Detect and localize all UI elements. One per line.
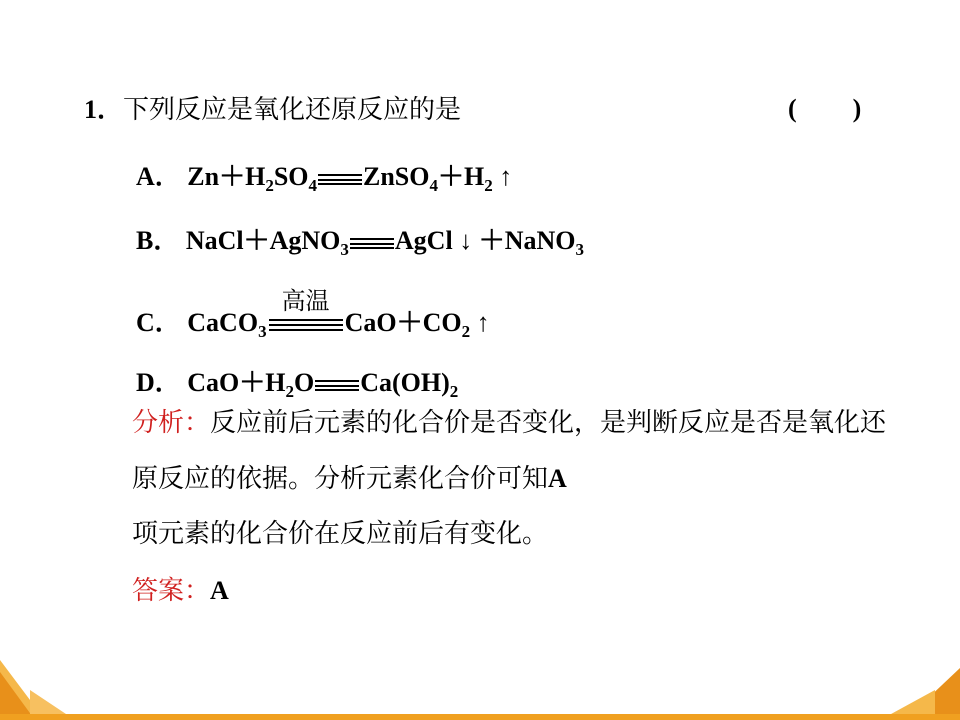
equals-sign <box>350 238 394 248</box>
answer-label: 答案： <box>132 576 211 606</box>
right-triangle-decoration <box>905 668 960 720</box>
option-d: D． $CaO+H_2O$ $Ca(OH)_2$ <box>136 368 459 401</box>
option-b: B． NaCl＋AgNO$_3$ AgCl ↓ ＋NaNO$_3$ <box>136 226 584 259</box>
option-c: C． CaCO$_3$ 高温 $CaO+CO_2$ ↑ <box>136 287 490 341</box>
analysis-text: 反应前后元素的化合价是否变化，是判断反应是否是氧化还原反应的依据。分析元素化合价可知 <box>132 408 887 494</box>
left-triangle-decoration <box>0 660 45 720</box>
question-text: 下列反应是氧化还原反应的是 <box>123 95 462 125</box>
equals-sign <box>318 174 362 184</box>
answer-blank: ( ) <box>788 94 862 123</box>
question <box>84 90 884 130</box>
precipitate-arrow-icon: ↓ <box>459 226 473 255</box>
footer-line <box>0 714 960 720</box>
question-number: 1． <box>84 95 124 124</box>
gas-arrow-icon: ↑ <box>499 162 513 191</box>
equals-sign <box>315 380 359 390</box>
option-a: A． $Zn+H_2SO_4$ $ZnSO_4+H_2$ ↑ <box>136 162 513 195</box>
answer <box>132 570 229 607</box>
gas-arrow-icon: ↑ <box>476 308 490 337</box>
analysis-label: 分析： <box>132 408 211 438</box>
analysis: 分析：反应前后元素的化合价是否变化，是判断反应是否是氧化还原反应的依据。分析元素化合价可知A 项元素的化合价在反应前后有变化。 <box>132 408 887 549</box>
reaction-condition: 高温 <box>269 319 343 331</box>
answer-value: A <box>210 576 229 605</box>
